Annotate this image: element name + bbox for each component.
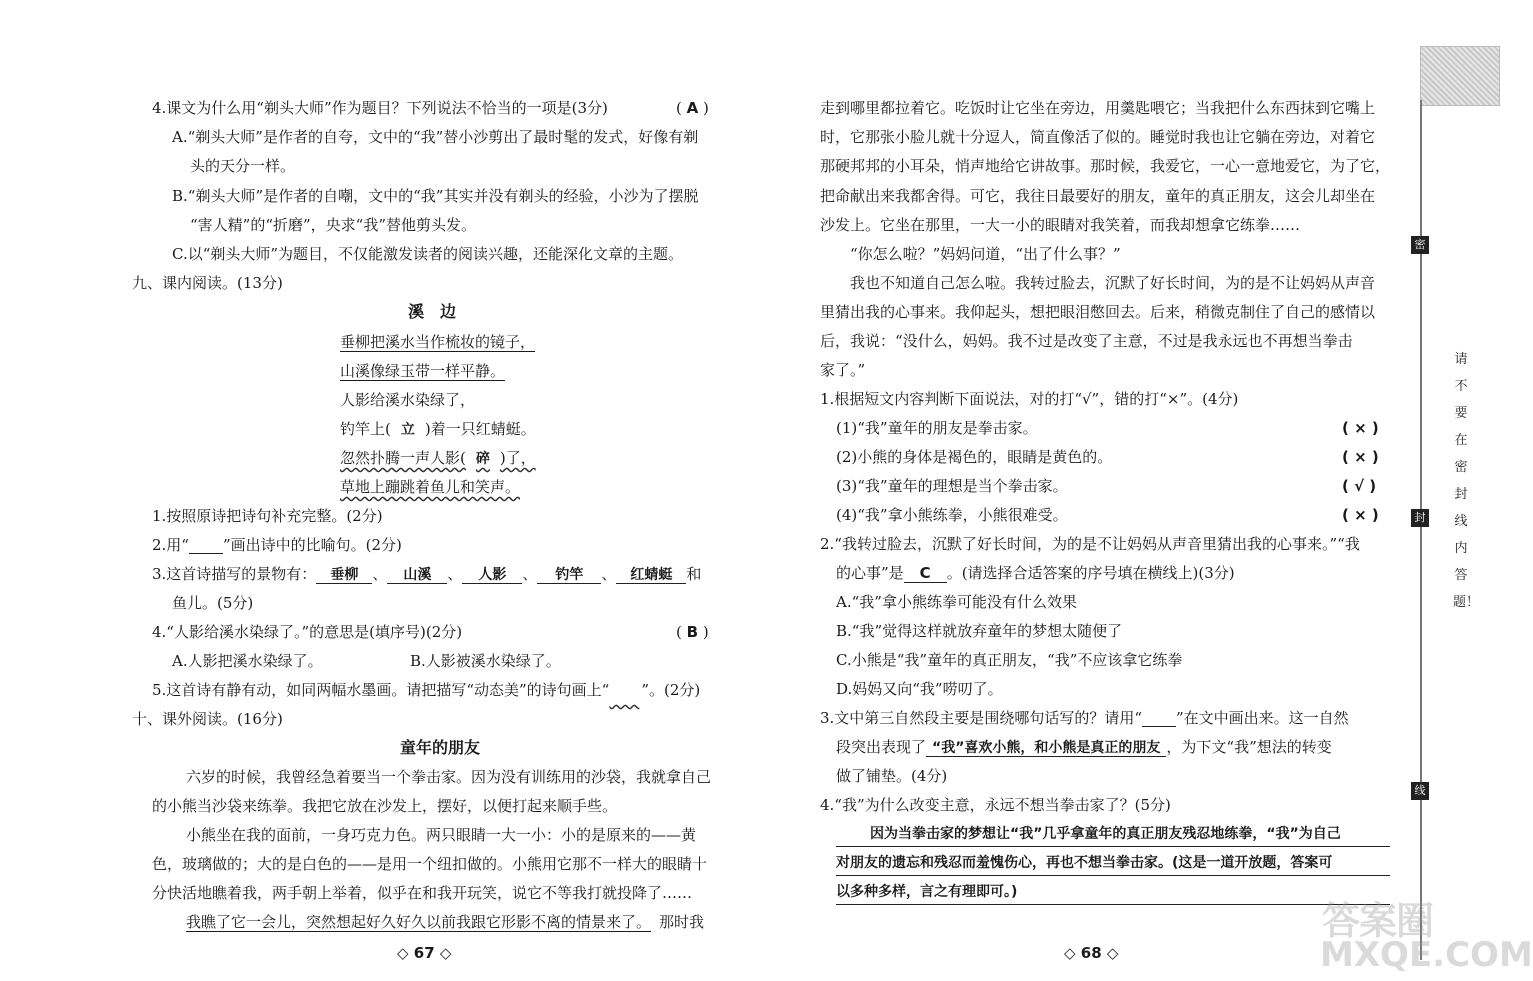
left-page xyxy=(0,0,750,981)
story-q1-1-answer: ( × ) xyxy=(1342,419,1379,437)
poem-q1: 1.按照原诗把诗句补充完整。(2分) xyxy=(152,507,383,525)
story-q2-answer: C xyxy=(904,564,947,583)
q4-option-b-cont: “害人精”的“折磨”，央求“我”替他剪头发。 xyxy=(190,216,477,234)
scene-3: 人影 xyxy=(462,567,522,584)
q4-option-c: C.以“剃头大师”为题目，不仅能激发读者的阅读兴趣，还能深化文章的主题。 xyxy=(172,245,684,263)
story-q3-cont: 段突出表现了 “我”喜欢小熊，和小熊是真正的朋友 ，为下文“我”想法的转变 xyxy=(836,738,1332,756)
section-10-heading: 十、课外阅读。(16分) xyxy=(132,710,283,728)
story-cont-9: 后，我说：“没什么，妈妈。我不过是改变了主意，不过是我永远也不再想当拳击 xyxy=(820,332,1353,350)
scene-2: 山溪 xyxy=(387,567,447,584)
story-line-5: 分快活地瞧着我，两手朝上举着，似乎在和我开玩笑，说它不等我打就投降了…… xyxy=(152,884,693,902)
binding-line xyxy=(1420,100,1422,960)
poem-line-2: 山溪像绿玉带一样平静。 xyxy=(340,362,506,380)
story-line-4: 色，玻璃做的；大的是白色的——是用一个纽扣做的。小熊用它那不一样大的眼睛十 xyxy=(152,855,708,873)
story-cont-10: 家了。” xyxy=(820,361,866,379)
story-cont-5: 沙发上。它坐在那里，一大一小的眼睛对我笑着，而我却想拿它练拳…… xyxy=(820,216,1301,234)
binding-warning: 请不要在密封线内答题！ xyxy=(1453,352,1480,610)
poem-line-4: 钓竿上( 立 )着一只红蜻蜓。 xyxy=(340,420,536,438)
story-q4: 4.“我”为什么改变主意，永远不想当拳击家了？(5分) xyxy=(820,796,1171,814)
story-cont-1: 走到哪里都拉着它。吃饭时让它坐在旁边，用羹匙喂它；当我把什么东西抹到它嘴上 xyxy=(820,99,1376,117)
poem-q4-option-b: B.人影被溪水染绿了。 xyxy=(410,652,561,670)
poem-q3: 3.这首诗描写的景物有： 垂柳 、 山溪 、 人影 、 钓竿 、 红蜻蜓 和 xyxy=(152,565,702,583)
poem-q2: 2.用“ ”画出诗中的比喻句。(2分) xyxy=(152,536,402,554)
page-number-right: ◇ 68 ◇ xyxy=(1064,944,1119,962)
poem-line-3: 人影给溪水染绿了， xyxy=(340,391,476,409)
seal-label-2: 封 xyxy=(1411,509,1429,527)
story-cont-4: 把命献出来我都舍得。可它，我往日最要好的朋友，童年的真正朋友，这会儿却坐在 xyxy=(820,187,1376,205)
story-q1: 1.根据短文内容判断下面说法，对的打“√”，错的打“×”。(4分) xyxy=(820,390,1239,408)
q4-answer: A xyxy=(686,99,699,117)
poem-q4: 4.“人影给溪水染绿了。”的意思是(填序号)(2分) xyxy=(152,623,463,641)
poem-blank-2: 碎 xyxy=(475,451,490,467)
poem-q4-option-a: A.人影把溪水染绿了。 xyxy=(172,652,323,670)
story-cont-6: “你怎么啦？”妈妈问道，“出了什么事？” xyxy=(850,245,1121,263)
story-line-1: 六岁的时候，我曾经急着要当一个拳击家。因为没有训练用的沙袋，我就拿自己 xyxy=(186,768,712,786)
q4-option-a: A.“剃头大师”是作者的自夸，文中的“我”替小沙剪出了最时髦的发式，好像有剃 xyxy=(172,128,699,146)
story-q2-option-b: B.“我”觉得这样就放弃童年的梦想太随便了 xyxy=(836,622,1123,640)
seal-label-3: 线 xyxy=(1411,782,1429,800)
story-q2-option-a: A.“我”拿小熊练拳可能没有什么效果 xyxy=(836,593,1077,611)
story-line-6: 我瞧了它一会儿，突然想起好久好久以前我跟它形影不离的情景来了。 那时我 xyxy=(186,913,705,931)
poem-line-5: 忽然扑腾一声人影( 碎 )了， xyxy=(340,449,536,467)
poem-q5: 5.这首诗有静有动，如同两幅水墨画。请把描写“动态美”的诗句画上“ ”。(2分) xyxy=(152,681,701,699)
story-q1-4: (4)“我”拿小熊练拳，小熊很难受。 xyxy=(836,506,1068,524)
story-q1-2: (2)小熊的身体是褐色的，眼睛是黄色的。 xyxy=(836,448,1113,466)
poem-blank-1: 立 xyxy=(400,422,415,438)
poem-q3-cont: 鱼儿。(5分) xyxy=(172,594,254,612)
story-q1-3-answer: ( √ ) xyxy=(1342,477,1377,495)
story-title: 童年的朋友 xyxy=(400,738,481,757)
q4-option-b: B.“剃头大师”是作者的自嘲，文中的“我”其实并没有剃头的经验，小沙为了摆脱 xyxy=(172,187,699,205)
story-q4-answer-3: 以多种多样，言之有理即可。) xyxy=(836,884,1018,900)
story-q1-1: (1)“我”童年的朋友是拳击家。 xyxy=(836,419,1038,437)
scene-4: 钓竿 xyxy=(537,567,601,584)
poem-q4-answer: B xyxy=(686,623,699,641)
story-q1-2-answer: ( × ) xyxy=(1342,448,1379,466)
q4-answer-bracket: ( A ) xyxy=(676,99,709,117)
story-q3: 3.文中第三自然段主要是围绕哪句话写的？请用“ ”在文中画出来。这一自然 xyxy=(820,709,1349,727)
page-number-left: ◇ 67 ◇ xyxy=(397,944,452,962)
seal-label-1: 密 xyxy=(1411,236,1429,254)
poem-title: 溪 边 xyxy=(408,302,457,321)
story-q2-option-c: C.小熊是“我”童年的真正朋友，“我”不应该拿它练拳 xyxy=(836,651,1183,669)
poem-q4-bracket: ( B ) xyxy=(676,623,709,641)
story-q1-4-answer: ( × ) xyxy=(1342,506,1379,524)
binding-pattern xyxy=(1420,46,1500,106)
poem-line-1: 垂柳把溪水当作梳妆的镜子， xyxy=(340,333,536,351)
story-cont-3: 那硬邦邦的小耳朵，悄声地给它讲故事。那时候，我爱它，一心一意地爱它，为了它， xyxy=(820,157,1391,175)
story-cont-8: 里猜出我的心事来。我仰起头，想把眼泪憋回去。后来，稍微克制住了自己的感情以 xyxy=(820,303,1376,321)
watermark-logo: 答案圈 xyxy=(1322,899,1434,943)
scene-1: 垂柳 xyxy=(316,567,372,584)
right-page xyxy=(750,0,1418,981)
q4-option-a-cont: 头的天分一样。 xyxy=(190,157,296,175)
q4-stem: 4.课文为什么用“剃头大师”作为题目？下列说法不恰当的一项是(3分) xyxy=(152,99,608,117)
scene-5: 红蜻蜓 xyxy=(616,567,686,584)
watermark-url: MXQE.COM xyxy=(1320,935,1533,975)
story-q4-answer-1: 因为当拳击家的梦想让“我”几乎拿童年的真正朋友残忍地练拳，“我”为自己 xyxy=(870,826,1341,842)
section-9-heading: 九、课内阅读。(13分) xyxy=(132,274,283,292)
story-q1-3: (3)“我”童年的理想是当个拳击家。 xyxy=(836,477,1068,495)
story-line-2: 的小熊当沙袋来练拳。我把它放在沙发上，摆好，以便打起来顺手些。 xyxy=(152,797,618,815)
story-q2-option-d: D.妈妈又向“我”唠叨了。 xyxy=(836,680,1003,698)
story-q2: 2.“我转过脸去，沉默了好长时间，为的是不让妈妈从声音里猜出我的心事来。”“我 xyxy=(820,535,1360,553)
story-q4-answer-2: 对朋友的遗忘和残忍而羞愧伤心，再也不想当拳击家。(这是一道开放题，答案可 xyxy=(836,855,1333,871)
story-line-3: 小熊坐在我的面前，一身巧克力色。两只眼睛一大一小：小的是原来的——黄 xyxy=(186,826,697,844)
story-q3-cont2: 做了铺垫。(4分) xyxy=(836,767,948,785)
poem-line-6: 草地上蹦跳着鱼儿和笑声。 xyxy=(340,478,521,496)
story-q3-answer: “我”喜欢小熊，和小熊是真正的朋友 xyxy=(926,740,1166,757)
story-q2-cont: 的心事”是 C 。(请选择合适答案的序号填在横线上)(3分) xyxy=(836,564,1235,582)
story-cont-7: 我也不知道自己怎么啦。我转过脸去，沉默了好长时间，为的是不让妈妈从声音 xyxy=(850,274,1376,292)
story-cont-2: 时，它那张小脸儿就十分逗人，简直像活了似的。睡觉时我也让它躺在旁边，对着它 xyxy=(820,128,1376,146)
